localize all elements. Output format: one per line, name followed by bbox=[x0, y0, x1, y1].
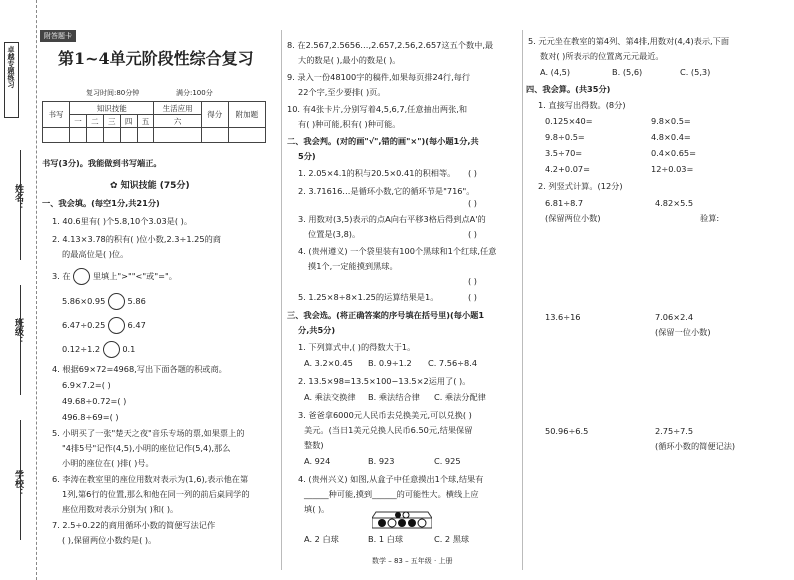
choice-3-a[interactable]: A. 924 bbox=[304, 456, 331, 466]
judge-3-paren[interactable]: ( ) bbox=[468, 229, 477, 239]
q5-line2: "4排5号"记作(4,5),小明的座位记作(5,4),那么 bbox=[62, 443, 231, 453]
section-title: ✿ 知识技能 (75分) bbox=[110, 181, 190, 191]
calc-3: 9.8÷0.5= bbox=[545, 132, 585, 142]
q10-line1: 10. 有4张卡片,分别写着4,5,6,7,任意抽出两张,和 bbox=[287, 104, 468, 114]
vertical-6-note: (循环小数的简便记法) bbox=[655, 441, 736, 451]
ball-box-figure bbox=[372, 508, 432, 528]
answer-circle[interactable] bbox=[108, 293, 125, 310]
calc-direct-title: 1. 直接写出得数。(8分) bbox=[538, 100, 626, 110]
vertical-4: 7.06×2.4 bbox=[655, 312, 694, 322]
score-header-writing: 书写 bbox=[43, 102, 70, 128]
answer-circle[interactable] bbox=[73, 268, 90, 285]
q5-line3: 小明的座位在( )排( )号。 bbox=[62, 458, 154, 468]
score-cell[interactable] bbox=[103, 128, 120, 143]
compare-1 bbox=[62, 293, 146, 310]
score-header-bonus: 附加题 bbox=[228, 102, 265, 128]
class-line bbox=[20, 285, 21, 395]
compare-2-right: 6.47 bbox=[127, 320, 146, 330]
judge-4-line2: 摸1个,一定能摸到黑球。 bbox=[308, 261, 398, 271]
choice-4-a[interactable]: A. 2 白球 bbox=[304, 534, 339, 544]
score-col-4: 四 bbox=[120, 115, 137, 128]
choice-1-c[interactable]: C. 7.56÷8.4 bbox=[428, 358, 478, 368]
score-cell[interactable] bbox=[201, 128, 228, 143]
q6-line3: 座位用数对表示分别为( )和( )。 bbox=[62, 504, 179, 514]
vertical-3: 13.6÷16 bbox=[545, 312, 581, 322]
compare-1-left: 5.86×0.95 bbox=[62, 296, 106, 306]
score-cell[interactable] bbox=[154, 128, 201, 143]
judge-2: 2. 3.71616…是循环小数,它的循环节是"716"。 bbox=[298, 186, 475, 196]
q4b: 49.68÷0.72=( ) bbox=[62, 396, 127, 406]
judge-3-line2: 位置是(3,8)。 bbox=[308, 229, 361, 239]
q9-line2: 22个字,至少要排( )页。 bbox=[298, 87, 386, 97]
vertical-1: 6.81÷8.7 bbox=[545, 198, 584, 208]
compare-3 bbox=[62, 341, 135, 358]
choice-2: 2. 13.5×98=13.5×100−13.5×2运用了( )。 bbox=[298, 376, 471, 386]
choice-1-b[interactable]: B. 0.9÷1.2 bbox=[368, 358, 412, 368]
choice-3-c[interactable]: C. 925 bbox=[434, 456, 461, 466]
ball-box-icon bbox=[372, 508, 432, 530]
q6-line2: 1列,第6行的位置,那么和他在同一列的前后桌同学的 bbox=[62, 489, 250, 499]
score-cell[interactable] bbox=[228, 128, 265, 143]
section-1-title: 一、我会填。(每空1分,共21分) bbox=[42, 198, 160, 208]
column-divider bbox=[522, 30, 523, 570]
q3-text2: 里填上">""<"或"="。 bbox=[92, 271, 177, 281]
vertical-6: 2.75÷7.5 bbox=[655, 426, 694, 436]
right-q5-line1: 5. 元元坐在教室的第4列、第4排,用数对(4,4)表示,下面 bbox=[528, 36, 730, 46]
compare-2-left: 6.47÷0.25 bbox=[62, 320, 106, 330]
choice-1-a[interactable]: A. 3.2×0.45 bbox=[304, 358, 353, 368]
choice-4-line2: ______种可能,摸到______的可能性大。横线上应 bbox=[304, 489, 479, 499]
q4a: 6.9×7.2=( ) bbox=[62, 380, 111, 390]
choice-3-line3: 整数) bbox=[304, 440, 324, 450]
choice-3-line1: 3. 爸爸拿6000元人民币去兑换美元,可以兑换( ) bbox=[298, 410, 472, 420]
binding-strip bbox=[0, 0, 37, 580]
calc-5: 3.5÷70= bbox=[545, 148, 583, 158]
judge-5: 5. 1.25×8÷8×1.25的运算结果是1。 bbox=[298, 292, 439, 302]
score-col-3: 三 bbox=[103, 115, 120, 128]
calc-6: 0.4×0.65= bbox=[651, 148, 696, 158]
score-col-5: 五 bbox=[137, 115, 154, 128]
score-cell[interactable] bbox=[86, 128, 103, 143]
score-cell[interactable] bbox=[43, 128, 70, 143]
q2-line2: 的最高位是( )位。 bbox=[62, 249, 129, 259]
vertical-calc-title: 2. 列竖式计算。(12分) bbox=[538, 181, 623, 191]
choice-3-line2: 美元。(当日1美元兑换人民币6.50元,结果保留 bbox=[304, 425, 473, 435]
exam-time: 复习时间:80分钟 bbox=[86, 89, 140, 97]
right-q5-a[interactable]: A. (4,5) bbox=[540, 67, 571, 77]
choice-4-line3: 填( )。 bbox=[304, 504, 330, 514]
q1: 1. 40.6里有( )个5.8,10个3.03是( )。 bbox=[52, 216, 193, 226]
right-q5-c[interactable]: C. (5,3) bbox=[680, 67, 711, 77]
score-cell[interactable] bbox=[70, 128, 87, 143]
q7-line2: ( ),保留两位小数约是( )。 bbox=[62, 535, 157, 545]
vertical-5: 50.96÷6.5 bbox=[545, 426, 589, 436]
compare-3-left: 0.12÷1.2 bbox=[62, 344, 101, 354]
section-2-title2: 5分) bbox=[298, 151, 316, 161]
answer-circle[interactable] bbox=[108, 317, 125, 334]
score-cell[interactable] bbox=[137, 128, 154, 143]
q3-text: 3. 在 bbox=[52, 271, 71, 281]
q4c: 496.8÷69=( ) bbox=[62, 412, 119, 422]
column-divider bbox=[281, 30, 282, 570]
vertical-4-note: (保留一位小数) bbox=[655, 327, 711, 337]
school-line bbox=[20, 420, 21, 540]
calc-1: 0.125×40= bbox=[545, 116, 593, 126]
vertical-1-note: (保留两位小数) bbox=[545, 213, 601, 223]
calc-7: 4.2+0.07= bbox=[545, 164, 590, 174]
section-4-title: 四、我会算。(共35分) bbox=[526, 84, 611, 94]
choice-2-a[interactable]: A. 乘法交换律 bbox=[304, 392, 356, 402]
score-header-apply: 生活应用 bbox=[154, 102, 201, 115]
q8-line2: 大的数是( ),最小的数是( )。 bbox=[298, 55, 401, 65]
page-title: 第1~4单元阶段性综合复习 bbox=[58, 49, 254, 68]
score-col-1: 一 bbox=[70, 115, 87, 128]
answer-card-tag: 附答题卡 bbox=[40, 30, 76, 42]
judge-1: 1. 2.05×4.1的积与20.5×0.41的积相等。 bbox=[298, 168, 456, 178]
score-cell[interactable] bbox=[120, 128, 137, 143]
calc-2: 9.8×0.5= bbox=[651, 116, 691, 126]
right-q5-line2: 数对( )所表示的位置离元元最近。 bbox=[540, 51, 664, 61]
vertical-2-note: 验算: bbox=[700, 213, 720, 223]
compare-1-right: 5.86 bbox=[127, 296, 146, 306]
section-3-title2: 分,共5分) bbox=[298, 325, 336, 335]
compare-2 bbox=[62, 317, 146, 334]
calc-4: 4.8×0.4= bbox=[651, 132, 691, 142]
choice-1: 1. 下列算式中,( )的得数大于1。 bbox=[298, 342, 416, 352]
vertical-2: 4.82×5.5 bbox=[655, 198, 694, 208]
score-header-skills: 知识技能 bbox=[70, 102, 154, 115]
choice-2-c[interactable]: C. 乘法分配律 bbox=[434, 392, 486, 402]
judge-4-paren[interactable]: ( ) bbox=[468, 276, 477, 286]
score-header-score: 得分 bbox=[201, 102, 228, 128]
name-line bbox=[20, 150, 21, 260]
class-label: 班级： bbox=[13, 318, 23, 345]
q9-line1: 9. 录入一份48100字的稿件,如果每页排24行,每行 bbox=[287, 72, 471, 82]
q7-line1: 7. 2.5÷0.22的商用循环小数的简便写法记作 bbox=[52, 520, 216, 530]
q6-line1: 6. 李涛在教室里的座位用数对表示为(1,6),表示他在第 bbox=[52, 474, 249, 484]
strip-label-box bbox=[4, 42, 19, 118]
strip-label: 卓越专题练习 bbox=[7, 46, 15, 88]
answer-circle[interactable] bbox=[103, 341, 120, 358]
judge-1-paren[interactable]: ( ) bbox=[468, 168, 477, 178]
section-3-title: 三、我会选。(将正确答案的序号填在括号里)(每小题1 bbox=[287, 310, 485, 320]
q2-line1: 2. 4.13×3.78的积有( )位小数,2.3÷1.25的商 bbox=[52, 234, 221, 244]
q5-line1: 5. 小明买了一张"楚天之夜"音乐专场的票,如果票上的 bbox=[52, 428, 245, 438]
score-table bbox=[42, 101, 266, 143]
name-label: 姓名： bbox=[13, 184, 23, 211]
judge-2-paren[interactable]: ( ) bbox=[468, 198, 477, 208]
full-score: 满分:100分 bbox=[176, 89, 213, 97]
writing-note: 书写(3分)。我能做到书写端正。 bbox=[42, 158, 162, 168]
q10-line2: 有( )种可能,积有( )种可能。 bbox=[298, 119, 401, 129]
school-label: 学校： bbox=[13, 470, 23, 497]
choice-4-line1: 4. (贵州兴义) 如图,从盒子中任意摸出1个球,结果有 bbox=[298, 474, 484, 484]
score-col-2: 二 bbox=[86, 115, 103, 128]
q3-lead bbox=[52, 268, 177, 285]
score-col-6: 六 bbox=[154, 115, 201, 128]
judge-5-paren[interactable]: ( ) bbox=[468, 292, 477, 302]
calc-8: 12÷0.03= bbox=[651, 164, 694, 174]
choice-2-b[interactable]: B. 乘法结合律 bbox=[368, 392, 420, 402]
choice-3-b[interactable]: B. 923 bbox=[368, 456, 395, 466]
right-q5-b[interactable]: B. (5,6) bbox=[612, 67, 643, 77]
judge-3-line1: 3. 用数对(3,5)表示的点A向右平移3格后得到点A'的 bbox=[298, 214, 486, 224]
choice-4-b[interactable]: B. 1 白球 bbox=[368, 534, 404, 544]
judge-4-line1: 4. (贵州遵义) 一个袋里装有100个黑球和1个红球,任意 bbox=[298, 246, 497, 256]
choice-4-c[interactable]: C. 2 黑球 bbox=[434, 534, 470, 544]
q8-line1: 8. 在2.567,2.5656…,2.657,2.56,2.657这五个数中,最 bbox=[287, 40, 494, 50]
page-footer: 数学 – 83 – 五年级 · 上册 bbox=[372, 557, 453, 565]
section-2-title: 二、我会判。(对的画"√",错的画"×")(每小题1分,共 bbox=[287, 136, 479, 146]
compare-3-right: 0.1 bbox=[122, 344, 136, 354]
q4: 4. 根据69×72=4968,写出下面各题的积或商。 bbox=[52, 364, 227, 374]
